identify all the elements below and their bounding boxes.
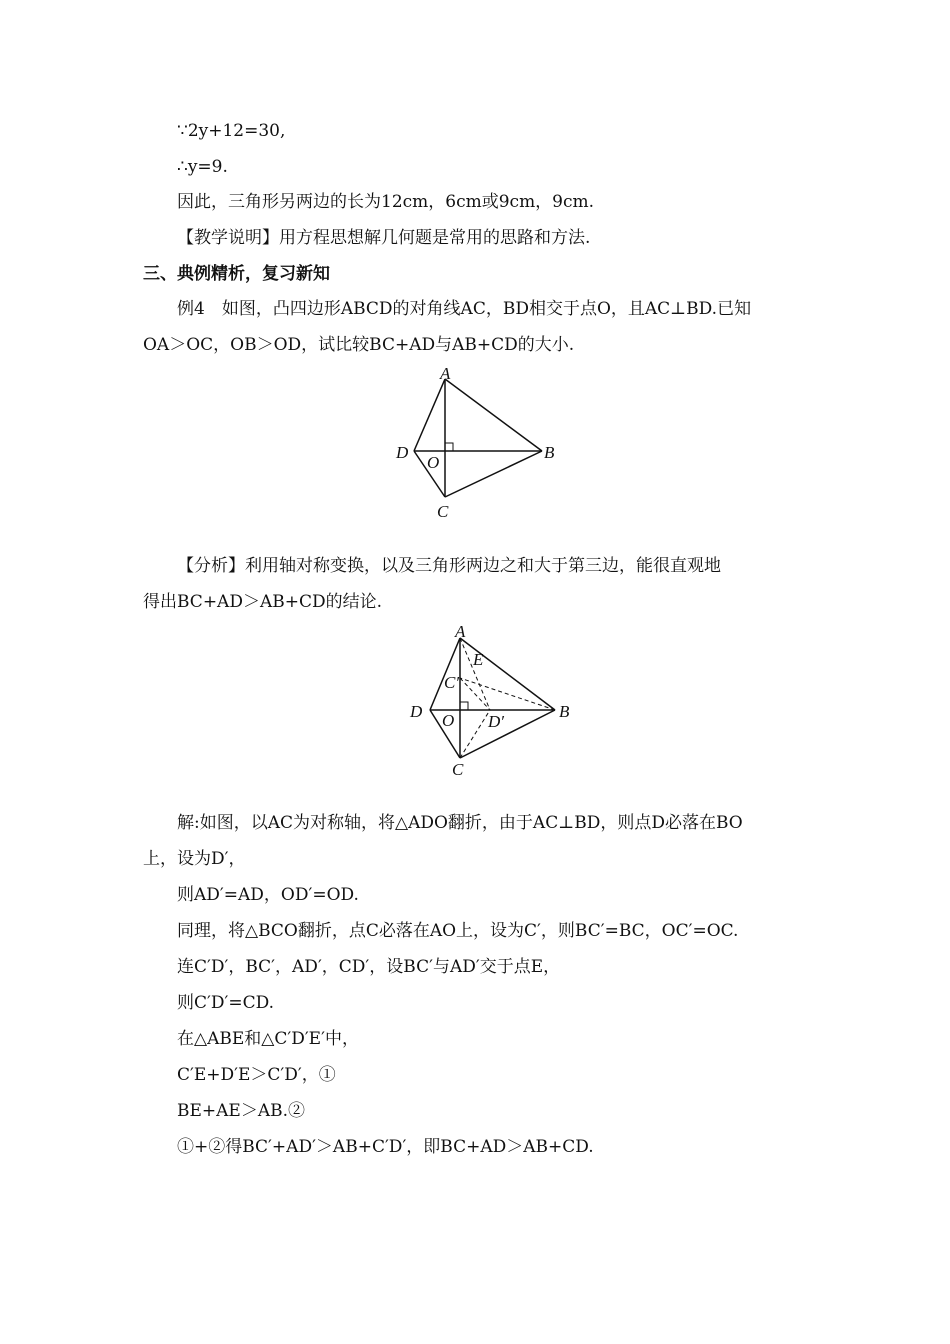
solution-line-1: 解:如图，以AC为对称轴，将△ADO翻折，由于AC⊥BD，则点D必落在BO: [177, 813, 743, 833]
label-e: E: [473, 650, 484, 669]
segment-bc: [445, 451, 542, 497]
example-line-1: 例4 如图，凸四边形ABCD的对角线AC，BD相交于点O，且AC⊥BD.已知: [177, 299, 752, 319]
label-d: D: [410, 702, 423, 721]
solution-line-8: C′E+D′E＞C′D′，①: [177, 1065, 336, 1085]
section-heading: 三、典例精析，复习新知: [143, 264, 330, 284]
segment-bc: [460, 710, 555, 758]
segment-ab: [445, 379, 542, 451]
segment-ab: [460, 638, 555, 710]
segment-da: [414, 379, 445, 451]
solution-line-6: 则C′D′=CD.: [177, 993, 275, 1013]
dashed-bc-prime: [460, 678, 555, 710]
solution-line-10: ①+②得BC′+AD′＞AB+C′D′，即BC+AD＞AB+CD.: [177, 1137, 594, 1157]
label-a: A: [440, 364, 451, 383]
analysis-line-2: 得出BC+AD＞AB+CD的结论.: [143, 592, 383, 612]
label-c: C: [437, 502, 449, 521]
right-angle-mark: [460, 702, 468, 710]
label-b: B: [544, 443, 555, 462]
text-line-3: 因此，三角形另两边的长为12cm，6cm或9cm，9cm.: [177, 192, 595, 212]
figure-1-quadrilateral: [380, 362, 580, 524]
label-b: B: [559, 702, 570, 721]
label-a: A: [455, 622, 466, 641]
solution-line-9: BE+AE＞AB.②: [177, 1101, 306, 1121]
label-o: O: [442, 711, 455, 730]
solution-line-7: 在△ABE和△C′D′E′中，: [177, 1029, 359, 1049]
label-c-prime: C′: [444, 673, 460, 692]
label-d-prime: D′: [488, 712, 504, 731]
analysis-line-1: 【分析】利用轴对称变换，以及三角形两边之和大于第三边，能很直观地: [177, 556, 721, 576]
solution-line-3: 则AD′=AD，OD′=OD.: [177, 885, 359, 905]
label-o: O: [427, 453, 440, 472]
example-line-2: OA＞OC，OB＞OD，试比较BC+AD与AB+CD的大小.: [143, 335, 575, 355]
solution-line-4: 同理，将△BCO翻折，点C必落在AO上，设为C′，则BC′=BC，OC′=OC.: [177, 921, 739, 941]
label-c: C: [452, 760, 464, 779]
label-d: D: [396, 443, 409, 462]
right-angle-mark: [445, 443, 453, 451]
text-line-1: ∵2y+12=30,: [177, 121, 286, 141]
teaching-note: 【教学说明】用方程思想解几何题是常用的思路和方法.: [177, 228, 591, 248]
solution-line-5: 连C′D′，BC′，AD′，CD′，设BC′与AD′交于点E，: [177, 957, 561, 977]
figure-2-reflection: [400, 620, 590, 782]
solution-line-2: 上，设为D′，: [143, 849, 246, 869]
text-line-2: ∴y=9.: [177, 157, 228, 177]
